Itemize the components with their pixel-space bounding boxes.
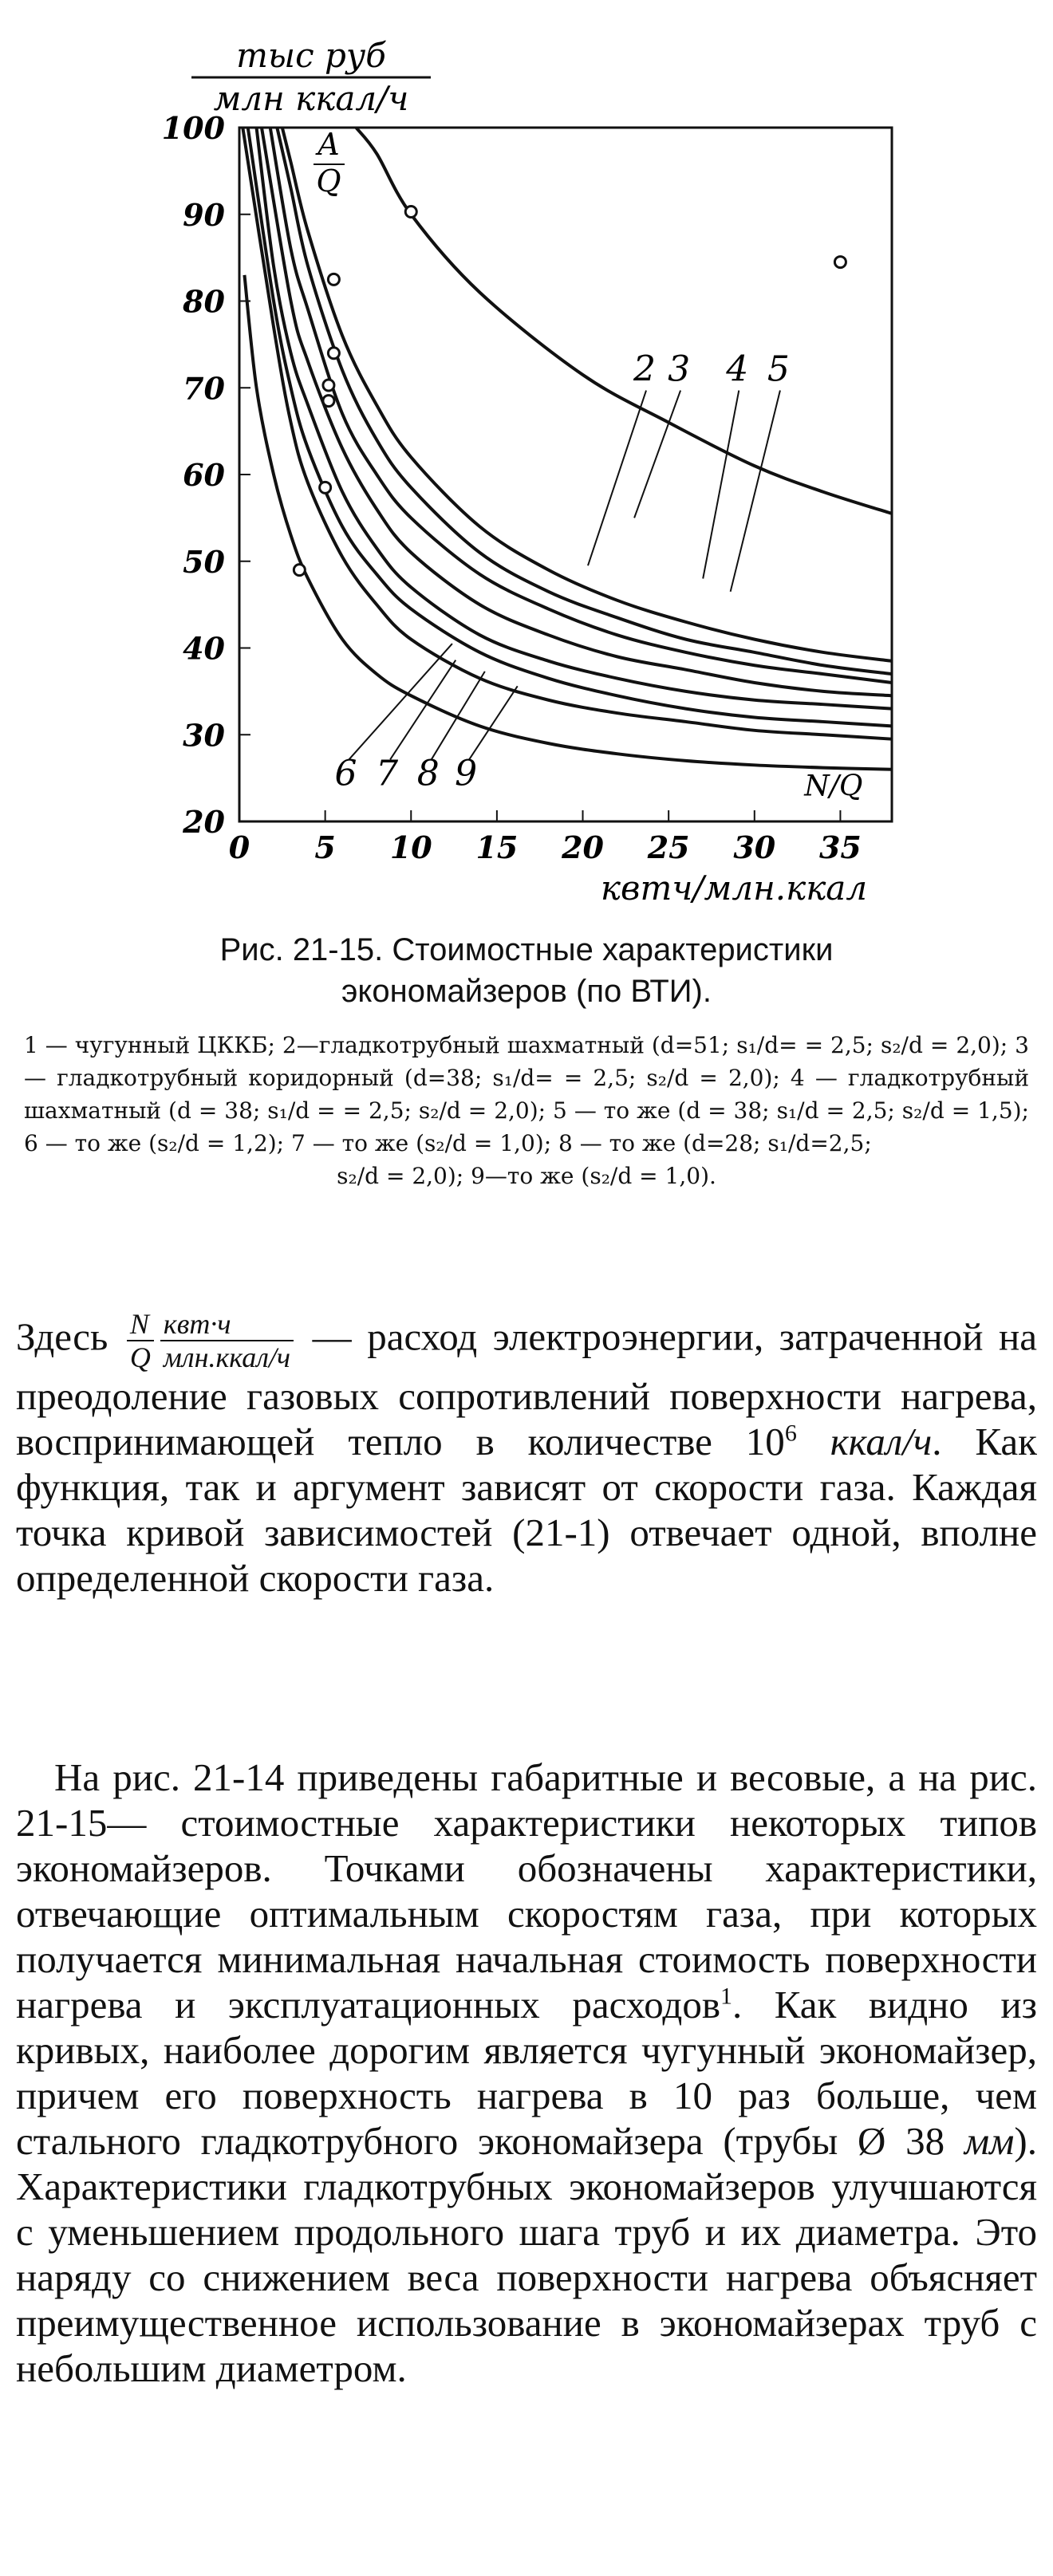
optimum-point-1: [405, 206, 416, 217]
paragraph-2: [16, 1755, 1037, 2391]
legend-main: 1 — чугунный ЦККБ; 2—гладкотрубный шахматный (d=51; s₁/d= = 2,5; s₂/d = 2,0); 3 — гладкотрубный коридорный (d=38; s₁/d= = 2,5; s₂/d = 2,0); 4 — гладкотрубный шахматный (d = 38; s₁/d = = 2,5; s₂/d = 2,0); 5 — то же (d = 38; s₁/d = 2,5; s₂/d = 1,5); 6 — то же (s₂/d = 1,2); 7 — то же (s₂/d = 1,0); 8 — то же (d=28; s₁/d=2,5;: [24, 1032, 1029, 1156]
x-tick-label: 5: [314, 829, 336, 865]
curve-2: [282, 128, 892, 661]
curve-label-9: 9: [455, 753, 478, 794]
optimum-point-5: [323, 380, 334, 391]
legend-last: s₂/d = 2,0); 9—то же (s₂/d = 1,0).: [337, 1163, 716, 1189]
y-tick-label: 90: [183, 196, 225, 233]
leader-line-9: [469, 686, 518, 759]
x-tick-label: 10: [389, 829, 432, 865]
x-tick-label: 20: [562, 829, 604, 865]
fraction-units: [160, 1308, 294, 1373]
x-tick-label: 25: [647, 829, 690, 865]
leader-line-7: [390, 660, 456, 760]
curve-label-2: 2: [633, 349, 657, 390]
curve-7: [248, 128, 892, 726]
curve-label-5: 5: [767, 349, 790, 390]
y-quantity-denominator: Q: [316, 163, 341, 199]
footnote-ref: 1: [720, 1983, 732, 2010]
caption-title-line2: экономайзеров (по ВТИ).: [341, 974, 712, 1009]
p1-rest-a: — расход электроэнергии, затраченной на преодоление газовых сопротивлений поверхности нагрева, воспринимающей тепло в количестве 10: [16, 1314, 1038, 1463]
optimum-point: [328, 274, 339, 285]
y-tick-label: 50: [183, 543, 225, 580]
curve-label-6: 6: [334, 753, 357, 794]
caption-title-line1: Рис. 21-15. Стоимостные характеристики: [219, 932, 834, 967]
curve-6: [257, 128, 892, 709]
y-tick-label: 20: [183, 804, 225, 840]
figure-legend: [24, 1029, 1029, 1192]
p2-c: ). Характеристики гладкотрубных экономайзеров улучшаются с уменьшением продольного шага труб и их диаметра. Это наряду со снижением веса поверхности нагрева объясняет преимущественное использование в экономайзерах труб с небольшим диаметром.: [16, 2119, 1037, 2390]
frac-units-numerator: квт·ч: [160, 1308, 294, 1341]
leader-line-4: [703, 391, 739, 579]
y-unit-numerator: тыс руб: [236, 36, 386, 75]
y-quantity-numerator: A: [317, 127, 340, 162]
optimum-point-2: [328, 348, 339, 359]
figure-21-15: [0, 0, 1053, 909]
curve-label-8: 8: [416, 753, 440, 794]
p2-b: . Как видно из кривых, наиболее дорогим является чугунный экономайзер, причем его поверхность нагрева в 10 раз больше, чем стального гладкотрубного экономайзера (трубы Ø 38: [16, 1983, 1037, 2163]
optimum-point-9: [294, 565, 305, 576]
p2-unit: мм: [964, 2119, 1015, 2163]
curve-label-4: 4: [726, 349, 749, 390]
p1-start: Здесь: [16, 1314, 108, 1359]
curve-4: [270, 128, 892, 683]
x-axis-label: квтч/млн.ккал: [600, 869, 868, 908]
leader-line-5: [731, 391, 780, 592]
p1-unit: ккал/ч: [796, 1420, 933, 1463]
y-tick-label: 30: [183, 717, 225, 754]
p1-superscript: 6: [784, 1420, 797, 1447]
x-tick-label: 30: [733, 829, 776, 865]
x-tick-label: 35: [818, 829, 862, 865]
frac-numerator: N: [127, 1308, 154, 1341]
paragraph-1: [16, 1308, 1037, 1601]
optimum-point: [834, 257, 846, 268]
fraction-n-over-q: [127, 1308, 154, 1373]
plot-frame: [239, 128, 892, 821]
p1-rest-b: . Как функция, так и аргумент зависят от скорости газа. Каждая точка кривой зависимостей (21-1) отвечает одной, вполне определенной скорости газа.: [16, 1420, 1037, 1600]
x-tick-label: 15: [475, 829, 519, 865]
cost-characteristics-chart: [0, 0, 1053, 909]
optimum-point-8: [320, 482, 331, 493]
frac-denominator: Q: [129, 1341, 151, 1373]
y-tick-label: 70: [183, 370, 225, 407]
leader-line-2: [588, 391, 646, 566]
y-unit-denominator: млн ккал/ч: [213, 79, 409, 118]
p2-a: На рис. 21-14 приведены габаритные и весовые, а на рис. 21-15— стоимостные характеристики некоторых типов экономайзеров. Точками обозначены характеристики, отвечающие оптимальным скоростям газа, при которых получается минимальная начальная стоимость поверхности нагрева и эксплуатационных расходов: [16, 1755, 1037, 2027]
curve-5: [262, 128, 892, 695]
x-tick-label: 0: [228, 829, 250, 865]
figure-caption: [0, 929, 1053, 1012]
curve-label-3: 3: [668, 349, 691, 390]
y-tick-label: 80: [183, 283, 225, 320]
y-tick-label: 100: [161, 110, 225, 146]
curve-3: [277, 128, 892, 674]
x-quantity-label: N/Q: [804, 770, 863, 803]
frac-units-denominator: млн.ккал/ч: [163, 1341, 291, 1373]
y-tick-label: 40: [183, 630, 225, 667]
curve-label-7: 7: [376, 753, 399, 794]
y-tick-label: 60: [183, 457, 225, 493]
leader-line-6: [349, 644, 452, 759]
optimum-point: [323, 396, 334, 407]
